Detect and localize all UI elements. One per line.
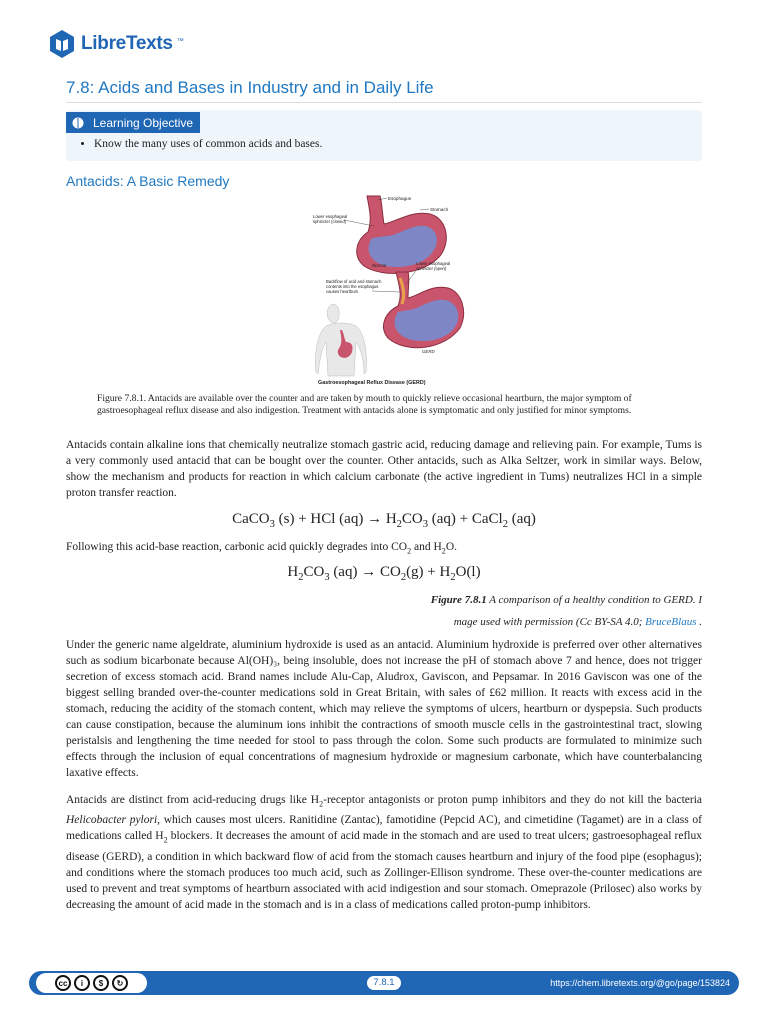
learning-objective-tab xyxy=(66,112,200,133)
bruceblaus-link[interactable]: BruceBlaus xyxy=(645,616,697,628)
paragraph-carbonic-acid: Following this acid-base reaction, carbonic acid quickly degrades into $CO_2$ and $H_2O$. xyxy=(66,541,457,556)
trademark: ™ xyxy=(176,38,184,45)
cc-icon: cc xyxy=(55,975,71,991)
les-open-label: Lower esophageal xyxy=(416,261,451,266)
svg-text:contents into the esophagus: contents into the esophagus xyxy=(326,284,379,289)
paragraph-antacids-intro: Antacids contain alkaline ions that chemically neutralize stomach gastric acid, reducing damage and relieving pain. For example, Tums is a very commonly used antacid that can be bought over the counter. Other antacids, such as Alka Seltzer, work in similar ways. Below, show the mechanism and products for reaction in which calcium carbonate (the active ingredient in Tums) neutralizes HCl in a simple proton transfer reaction. xyxy=(66,439,702,499)
page-number: 7.8.1 xyxy=(367,976,401,990)
gerd-illustration xyxy=(312,192,466,388)
footer-bar xyxy=(29,971,739,995)
attribution-icon: i xyxy=(74,975,90,991)
libretexts-logo-icon xyxy=(47,29,77,59)
page-title: 7.8: Acids and Bases in Industry and in Daily Life xyxy=(66,78,702,103)
sharealike-icon: ↻ xyxy=(112,975,128,991)
stomach-label: Stomach xyxy=(430,207,449,212)
libretexts-logo[interactable] xyxy=(47,28,184,60)
paragraph-aluminium-hydroxide: Under the generic name algeldrate, aluminium hydroxide is used as an antacid. Aluminium hydroxide is preferred over other alternatives such as sodium bicarbonate because Al(OH)₃, being insoluble, does not increase the pH of stomach above 7 and hence, does not trigger secretion of excess stomach acid. Brand names include Alu-Cap, Aludrox, Gaviscon, and Pepsamar. In 2016 Gaviscon was one of the biggest selling branded over-the-counter medications sold in Great Britain, with sales of £62 million. It reacts with excess acid in the stomach, reducing the acidity of the stomach content, which may relieve the symptoms of ulcers, heartburn or dyspepsia. Such products can cause constipation, because the aluminum ions inhibit the contractions of smooth muscle cells in the gastrointestinal tract, slowing peristalsis and lengthening the time needed for stool to pass through the colon. Some such products are formulated to minimize such effects through the inclusion of equal concentrations of magnesium hydroxide or magnesium carbonate, which have counterbalancing laxative effects. xyxy=(66,639,702,779)
les-closed-label: Lower esophageal xyxy=(313,214,348,219)
equation-carbonic-decomposition: $H_2CO_3$ $(aq) \to CO_2(g) + H_2O(l)$ xyxy=(287,564,481,583)
section-heading: Antacids: A Basic Remedy xyxy=(66,173,230,189)
book-open-icon xyxy=(72,117,84,129)
page-url-link[interactable]: https://chem.libretexts.org/@go/page/153824 xyxy=(550,978,730,988)
svg-text:causes heartburn: causes heartburn xyxy=(326,289,359,294)
normal-label: Normal xyxy=(372,263,387,268)
svg-text:sphincter (closed): sphincter (closed) xyxy=(313,219,347,224)
brand-name: LibreTexts xyxy=(81,33,173,54)
figure-title: Gastroesophageal Reflux Disease (GERD) xyxy=(318,380,426,386)
noncommercial-icon: $ xyxy=(93,975,109,991)
learning-objective-label: Learning Objective xyxy=(93,115,194,130)
gerd-figure xyxy=(312,192,466,388)
figure-caption: Figure 7.8.1. Antacids are available over the counter and are taken by mouth to quickly relieve occasional heartburn, the major symptom of gastroesophageal reflux disease and also indigestion. Treatment with antacids alone is symptomatic and only justified for minor symptoms. xyxy=(97,393,632,416)
gerd-label: GERD xyxy=(422,349,435,354)
svg-text:sphincter (open): sphincter (open) xyxy=(416,266,447,271)
backflow-label: Backflow of acid and stomach xyxy=(326,279,382,284)
learning-objective-item: • Know the many uses of common acids and bases. xyxy=(94,137,322,151)
figure-ref-label: Figure 7.8.1 xyxy=(430,594,487,606)
learning-objective-box xyxy=(66,110,702,161)
learning-objective-list xyxy=(66,137,322,151)
paragraph-acid-reducing-drugs: Antacids are distinct from acid-reducing drugs like $H_2$-receptor antagonists or proton pump inhibitors and they do not kill the bacteria Helicobacter pylori, which causes most ulcers. Ranitidine (Zantac), famotidine (Pepcid AC), and cimetidine (Tagamet) are in a class of medications called $H_2$ blockers. It decreases the amount of acid made in the stomach and are used to treat ulcers; gastroesophageal reflux disease (GERD), a condition in which backward flow of acid from the stomach causes heartburn and injury of the food pipe (esophagus); and conditions where the stomach produces too much acid, such as Zollinger-Ellison syndrome. These over-the-counter medications are used to prevent and treat symptoms of heartburn associated with acid indigestion and sour stomach. Omeprazole (Prilosec) also works by decreasing the amount of acid made in the stomach and is in a class of medications called proton-pump inhibitors. xyxy=(66,794,703,911)
esophagus-label: Esophagus xyxy=(388,196,411,201)
figure-reference: Figure 7.8.1 A comparison of a healthy condition to GERD. I mage used with permission (Cc BY-SA 4.0; BruceBlaus . xyxy=(430,594,702,628)
cc-license-badge[interactable] xyxy=(36,973,147,993)
equation-caco3-hcl: CaCO$_3$ (s) + HCl $(aq) \to H_2CO_3$ (aq) + CaCl$_2$ (aq) xyxy=(232,511,536,530)
